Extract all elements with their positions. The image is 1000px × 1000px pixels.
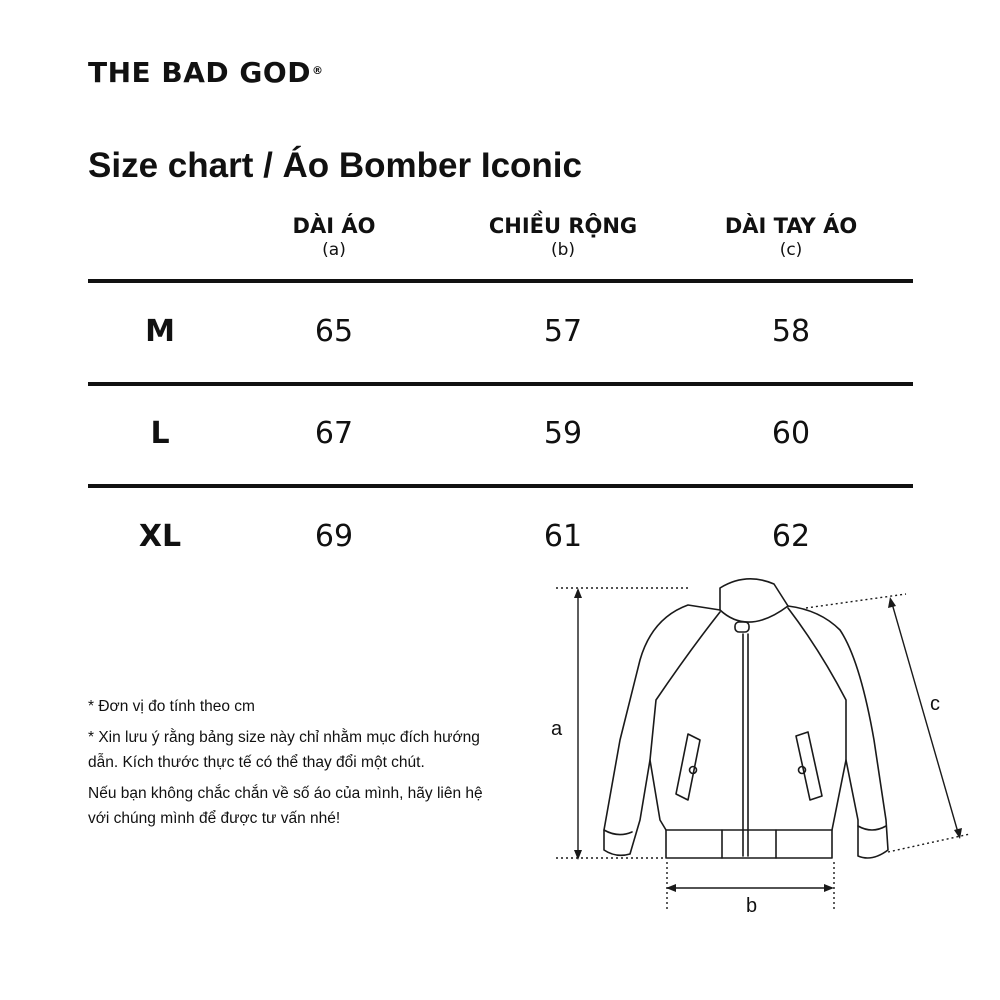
column-header-sub: (c) [779, 240, 803, 260]
brand-logo [88, 55, 323, 91]
value-width: 57 [543, 314, 583, 349]
registered-mark: ® [311, 64, 324, 77]
table-divider [88, 279, 913, 283]
note-contact: Nếu bạn không chắc chắn về số áo của mình, hãy liên hệ với chúng mình để được tư vấn nhé! [88, 785, 483, 827]
value-length: 65 [314, 314, 354, 349]
dimension-label-c: c [930, 693, 940, 715]
column-header-sub: (a) [322, 240, 346, 260]
size-label: XL [138, 519, 182, 554]
column-header-sleeve [676, 213, 906, 261]
size-label: L [150, 416, 170, 451]
value-length: 69 [314, 519, 354, 554]
size-label: M [145, 314, 175, 349]
table-divider [88, 484, 913, 488]
dimension-label-b: b [746, 895, 758, 917]
value-width: 61 [543, 519, 583, 554]
column-header-sub: (b) [550, 240, 576, 260]
column-header-label: DÀI TAY ÁO [724, 214, 858, 238]
value-sleeve: 60 [771, 416, 811, 451]
dimension-label-a: a [551, 718, 563, 740]
page-title: Size chart / Áo Bomber Iconic [88, 146, 582, 185]
note-disclaimer: * Xin lưu ý rằng bảng size này chỉ nhằm mục đích hướng dẫn. Kích thước thực tế có thể thay đổi một chút. [88, 729, 480, 771]
column-header-label: DÀI ÁO [292, 214, 376, 238]
value-width: 59 [543, 416, 583, 451]
note-unit: * Đơn vị đo tính theo cm [88, 698, 255, 715]
bomber-jacket-icon [540, 570, 980, 920]
table-divider [88, 382, 913, 386]
column-header-label: CHIỀU RỘNG [488, 214, 638, 238]
value-length: 67 [314, 416, 354, 451]
size-notes [88, 694, 508, 837]
value-sleeve: 62 [771, 519, 811, 554]
brand-name: THE BAD GOD [88, 56, 311, 89]
column-header-length [219, 213, 449, 261]
column-header-width [448, 213, 678, 261]
value-sleeve: 58 [771, 314, 811, 349]
